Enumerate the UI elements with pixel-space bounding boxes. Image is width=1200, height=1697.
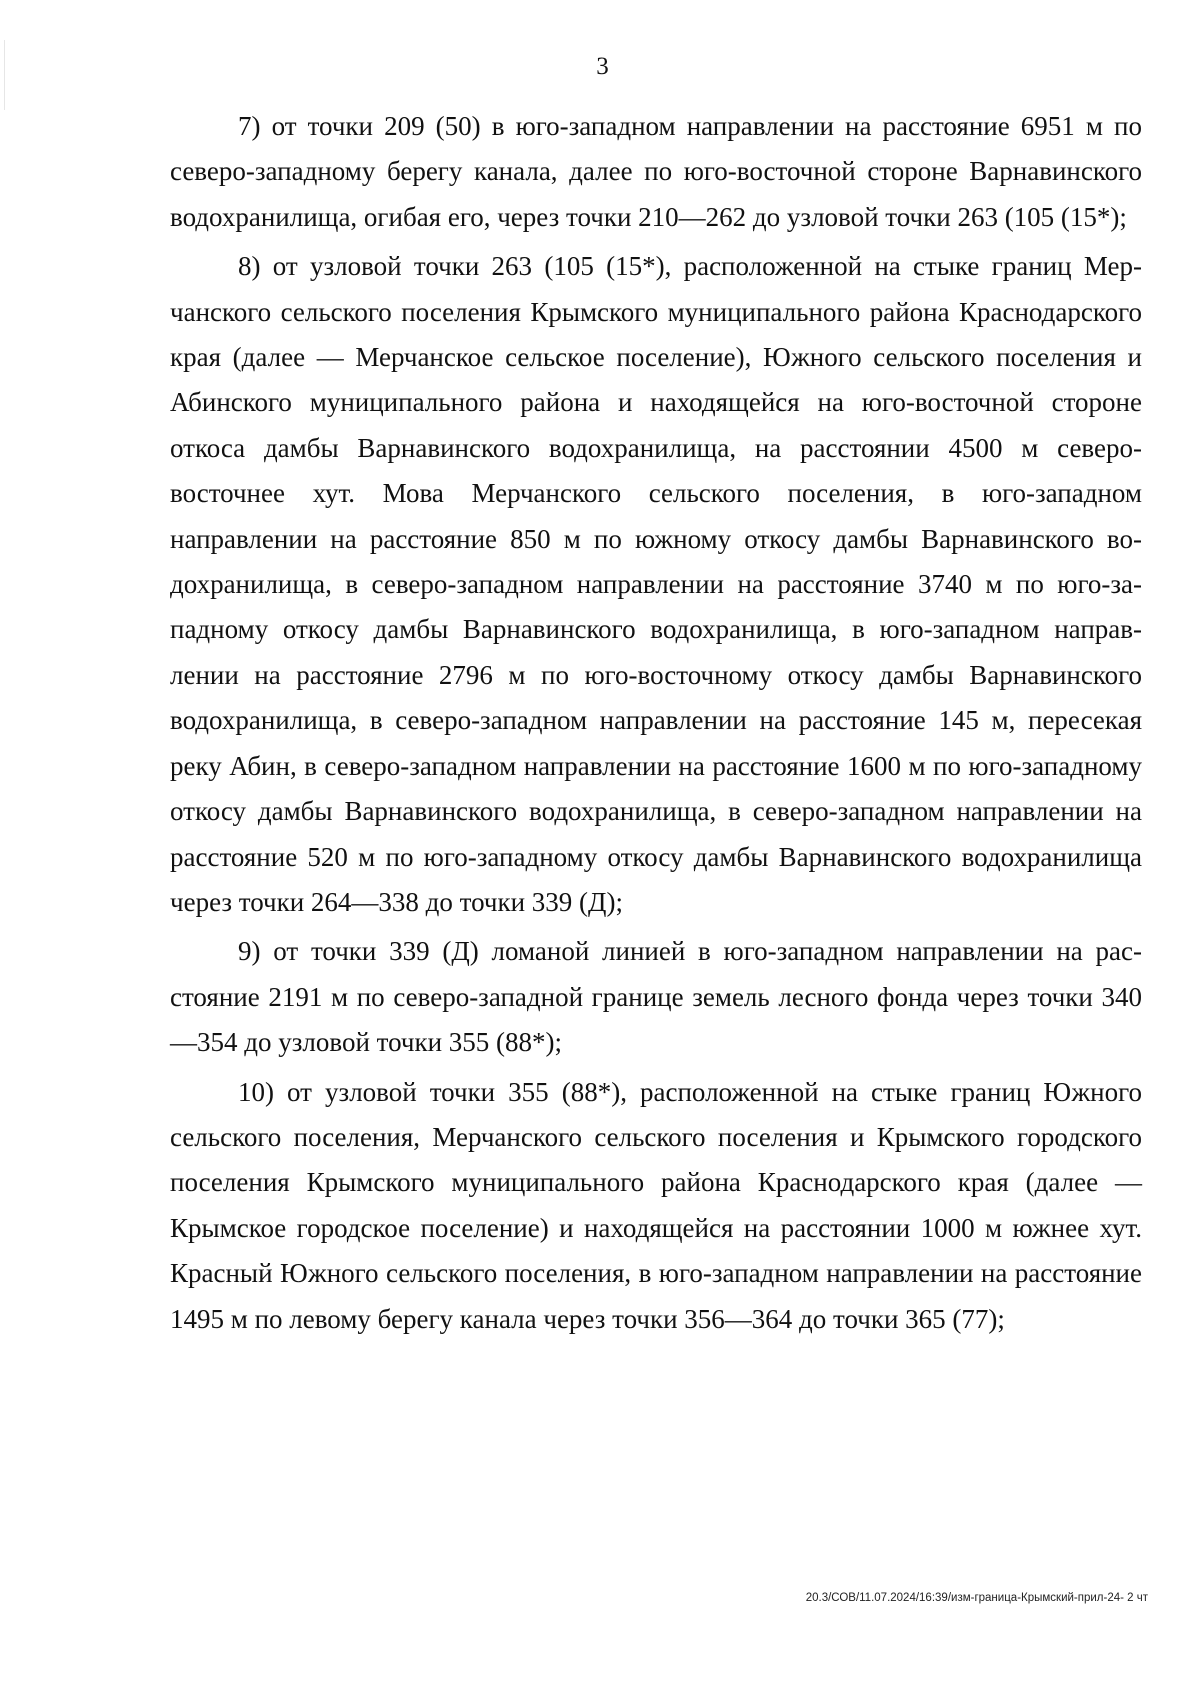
paragraph-item-10: 10) от узловой точки 355 (88*), расположенной на стыке границ Южного сельского поселения, Мерчанского сельского поселения и Крымского городского поселения Крымского муниципального района Краснодарского края (далее — Крымское городское поселение) и находящейся на расстоянии 1000 м южнее хут. Красный Южного сельского поселения, в юго-западном направлении на расстояние 1495 м по левому берегу канала через точки 356—364 до точки 365 (77); (170, 1076, 1142, 1334)
paragraph-item-7: 7) от точки 209 (50) в юго-западном направлении на расстояние 6951 м по северо-западному берегу канала, далее по юго-восточной стороне Варнавинского водохранилища, огибая его, через точки 210—262 до узловой точки 263 (105 (15*); (170, 111, 1142, 232)
document-body (170, 104, 1142, 1342)
page-number: 3 (596, 53, 609, 80)
paragraph-item-8: 8) от узловой точки 263 (105 (15*), расположенной на стыке границ Мерчанского сельского поселения Крымского муниципального района Краснодарского края (далее — Мерчанское сельское поселение), Южного сельского поселения и Абинского муниципального района и находящейся на юго-восточной стороне откоса дамбы Варнавинского водохранилища, на расстоянии 4500 м северо-восточнее хут. Мова Мерчанского сельского поселения, в юго-западном направлении на расстояние 850 м по южному откосу дамбы Варнавинского водохранилища, в северо-западном направлении на расстояние 3740 м по юго-западному откосу дамбы Варнавинского водохранилища, в юго-западном направлении на расстояние 2796 м по юго-восточному откосу дамбы Варнавинского водохранилища, в северо-западном направлении на расстояние 145 м, пересекая реку Абин, в северо-западном направлении на расстояние 1600 м по юго-западному откосу дамбы Варнавинского водохранилища, в северо-западном направлении на расстояние 520 м по юго-западному откосу дамбы Варнавинского водохранилища через точки 264—338 до точки 339 (Д); (170, 251, 1142, 917)
paragraph-item-9: 9) от точки 339 (Д) ломаной линией в юго-западном направлении на расстояние 2191 м по северо-западной границе земель лесного фонда через точки 340—354 до узловой точки 355 (88*); (170, 936, 1142, 1058)
document-footer-code: 20.3/СОВ/11.07.2024/16:39/изм-граница-Крымский-прил-24- 2 чт (805, 1592, 1148, 1604)
